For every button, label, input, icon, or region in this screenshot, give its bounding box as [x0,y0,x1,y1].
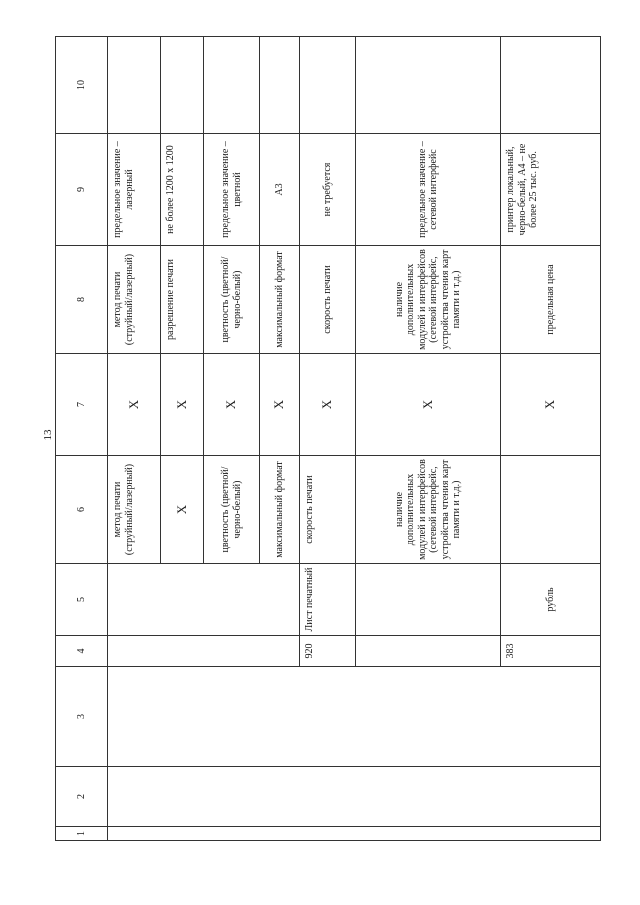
column-number: 5 [56,564,108,636]
cell-col-5: Лист печатный [300,564,356,636]
cell-col-7: X [108,354,161,456]
cell-col-5 [356,564,501,636]
cell-col-8: разрешение печати [161,246,204,354]
column-number: 3 [56,667,108,767]
cell-col-7: X [356,354,501,456]
cell-col-9: предельное значение – цветной [204,134,260,246]
column-number: 7 [56,354,108,456]
cell-col-6 [501,456,601,564]
cell-col-8: скорость печати [300,246,356,354]
cell-col-8: метод печати (струйный/лазерный) [108,246,161,354]
column-number: 2 [56,767,108,827]
cell-col-8: максимальный формат [260,246,300,354]
cell-col-10 [161,37,204,134]
cell-col-2 [108,767,601,827]
cell-col-10 [356,37,501,134]
cell-col-6: скорость печати [300,456,356,564]
cell-col-6: цветность (цветной/черно-белый) [204,456,260,564]
cell-col-6: максимальный формат [260,456,300,564]
column-number: 1 [56,827,108,841]
cell-col-9: принтер локальный, черно-белый, А4 – не более 25 тыс. руб. [501,134,601,246]
cell-col-8: предельная цена [501,246,601,354]
cell-col-4: 920 [300,636,356,667]
cell-col-4: 383 [501,636,601,667]
cell-col-8: цветность (цветной/черно-белый) [204,246,260,354]
cell-col-10 [501,37,601,134]
cell-col-3 [108,667,601,767]
page-number: 13 [42,429,54,441]
column-number: 9 [56,134,108,246]
cell-col-6: X [161,456,204,564]
cell-col-9: предельное значение – сетевой интерфейс [356,134,501,246]
cell-col-5 [108,564,300,636]
column-number: 4 [56,636,108,667]
cell-col-1 [108,827,601,841]
cell-col-8: наличие дополнительных модулей и интерфейсов (сетевой интерфейс, устройства чтения карт памяти и т.д.) [356,246,501,354]
column-number: 6 [56,456,108,564]
cell-col-9: предельное значение – лазерный [108,134,161,246]
column-number: 10 [56,37,108,134]
header-row [56,37,108,841]
cell-col-9: не более 1200 x 1200 [161,134,204,246]
cell-col-10 [300,37,356,134]
cell-col-7: X [300,354,356,456]
cell-col-10 [204,37,260,134]
cell-col-10 [108,37,161,134]
rotated-table [55,37,597,841]
cell-col-5: рубль [501,564,601,636]
cell-col-9: А3 [260,134,300,246]
cell-col-6: наличие дополнительных модулей и интерфейсов (сетевой интерфейс, устройства чтения карт памяти и т.д.) [356,456,501,564]
cell-col-4 [356,636,501,667]
cell-col-6: метод печати (струйный/лазерный) [108,456,161,564]
column-number: 8 [56,246,108,354]
specification-table [55,36,601,841]
cell-col-9: не требуется [300,134,356,246]
cell-col-4 [108,636,300,667]
cell-col-7: X [204,354,260,456]
cell-col-7: X [260,354,300,456]
cell-col-7: X [161,354,204,456]
table-row [108,37,161,841]
document-table-area [55,37,597,841]
cell-col-10 [260,37,300,134]
cell-col-7: X [501,354,601,456]
